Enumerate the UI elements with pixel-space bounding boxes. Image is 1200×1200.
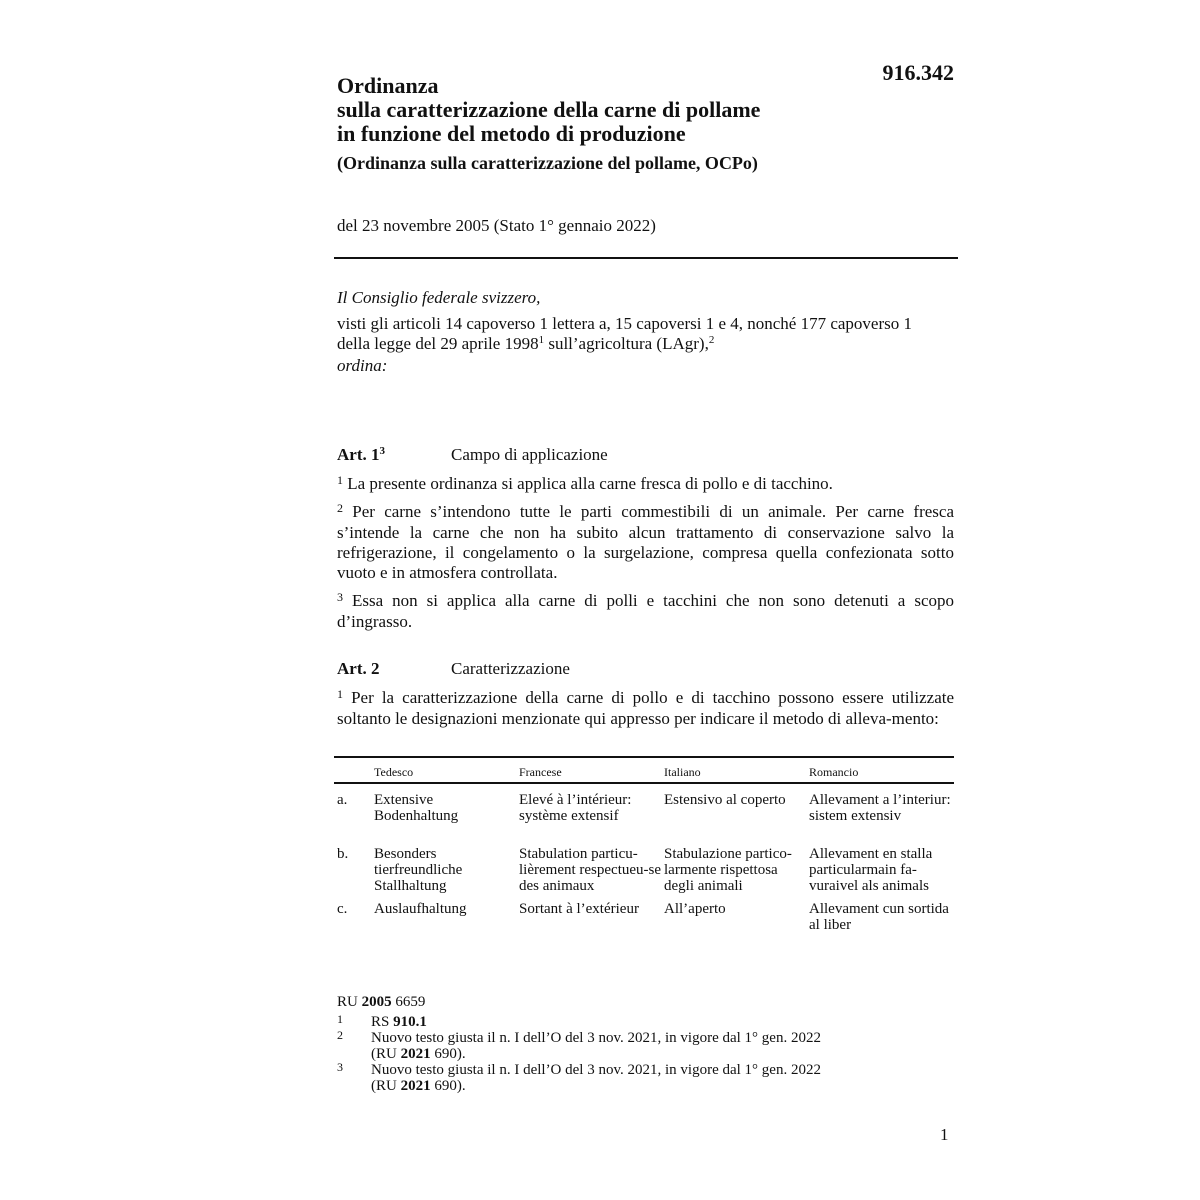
preamble-line-2b: sull’agricoltura (LAgr), (544, 334, 709, 353)
cell-romancio: Allevament en stalla particularmain fa-vuraivel als animals (809, 846, 933, 894)
footnote-bold: 2021 (400, 1046, 431, 1062)
ru-page: 6659 (391, 994, 426, 1010)
footnote-text: 690). (430, 1078, 466, 1094)
footnote-ref-3[interactable]: 3 (379, 445, 385, 457)
cell-francese: Sortant à l’extérieur (519, 901, 639, 917)
date-line: del 23 novembre 2005 (Stato 1° gennaio 2022) (337, 216, 656, 235)
cell-italiano: Stabulazione partico-larmente rispettosa degli animali (664, 846, 792, 894)
ru-year: 2005 (361, 994, 392, 1010)
preamble-line-2 (337, 334, 957, 356)
designations-table (334, 756, 954, 935)
footnote-bold: 910.1 (393, 1014, 427, 1030)
header-tedesco: Tedesco (374, 765, 414, 779)
paragraph-number: 1 (337, 473, 343, 487)
paragraph-text: Essa non si applica alla carne di polli e tacchini che non sono detenuti a scopo d’ingrasso. (337, 591, 954, 631)
cell-italiano: Estensivo al coperto (664, 792, 786, 808)
cell-italiano: All’aperto (664, 901, 726, 917)
table-row (334, 901, 954, 935)
article-1-number-text: Art. 1 (337, 445, 380, 464)
cell-romancio: Allevament a l’interiur: sistem extensiv (809, 792, 951, 824)
footnote-number: 2 (337, 1028, 343, 1042)
preamble (337, 288, 957, 376)
footnote-text: (RU (371, 1078, 401, 1094)
cell-francese: Elevé à l’intérieur: système extensif (519, 792, 632, 824)
article-1-paragraph-2 (337, 502, 954, 583)
preamble-line-1: visti gli articoli 14 capoverso 1 lettera a, 15 capoversi 1 e 4, nonché 177 capoverso 1 (337, 314, 912, 333)
subtitle: (Ordinanza sulla caratterizzazione del pollame, OCPo) (337, 153, 758, 173)
article-1-heading (337, 445, 608, 465)
document-number: 916.342 (882, 60, 954, 85)
footnote-number: 1 (337, 1012, 343, 1026)
paragraph-number: 3 (337, 590, 343, 604)
preamble-authority: Il Consiglio federale svizzero, (337, 288, 541, 307)
article-1-paragraph-3 (337, 591, 954, 632)
paragraph-number: 2 (337, 501, 343, 515)
header-romancio: Romancio (809, 765, 859, 779)
ru-prefix: RU (337, 994, 362, 1010)
cell-tedesco: Auslaufhaltung (374, 901, 467, 917)
article-2-number: Art. 2 (337, 659, 380, 678)
table-header (334, 758, 954, 784)
title-block (337, 74, 857, 174)
cell-tedesco: Extensive Bodenhaltung (374, 792, 459, 824)
row-label: a. (337, 792, 348, 808)
page-number: 1 (940, 1125, 949, 1144)
title-line-1: Ordinanza (337, 73, 439, 98)
cell-romancio: Allevament cun sortida al liber (809, 901, 949, 933)
header-divider (334, 257, 958, 259)
footnote-ref-2[interactable]: 2 (708, 334, 715, 346)
footnote-text: (RU (371, 1046, 401, 1062)
footnote-1 (337, 1014, 867, 1030)
title-line-2: sulla caratterizzazione della carne di pollame (337, 97, 761, 122)
article-2-paragraph-1 (337, 688, 954, 729)
preamble-ordina: ordina: (337, 356, 388, 375)
article-2-title: Caratterizzazione (451, 659, 570, 678)
footnote-text: RS (371, 1014, 394, 1030)
header-italiano: Italiano (664, 765, 701, 779)
footnote-text: Nuovo testo giusta il n. I dell’O del 3 nov. 2021, in vigore dal 1° gen. 2022 (371, 1030, 821, 1046)
footnote-3 (337, 1062, 867, 1094)
table-row (334, 846, 954, 901)
row-label: c. (337, 901, 348, 917)
footnote-text: 690). (430, 1046, 466, 1062)
article-1-paragraph-1 (337, 474, 954, 495)
paragraph-text: La presente ordinanza si applica alla carne fresca di pollo e di tacchino. (347, 474, 833, 493)
footnote-2 (337, 1030, 867, 1062)
paragraph-text: Per carne s’intendono tutte le parti commestibili di un animale. Per carne fresca s’intende la carne che non ha subito alcun trattamento di conservazione salvo la refrigerazione, il congelamento o la surgelazione, compresa quella confezionata sotto vuoto e in atmosfera controllata. (337, 502, 954, 582)
cell-francese: Stabulation particu-lièrement respectueu-se des animaux (519, 846, 662, 894)
row-label: b. (337, 846, 349, 862)
preamble-line-2a: della legge del 29 aprile 1998 (337, 334, 539, 353)
article-2-heading (337, 659, 570, 679)
article-1-title: Campo di applicazione (451, 445, 608, 464)
footnote-ref-1[interactable]: 1 (538, 334, 545, 346)
table-row (334, 792, 954, 846)
footnotes (337, 994, 867, 1094)
ru-reference (337, 994, 867, 1010)
article-1-number (337, 445, 451, 465)
footnote-line-2 (371, 1078, 867, 1094)
footnote-text: Nuovo testo giusta il n. I dell’O del 3 nov. 2021, in vigore dal 1° gen. 2022 (371, 1062, 821, 1078)
paragraph-text: Per la caratterizzazione della carne di pollo e di tacchino possono essere utilizzate soltanto le designazioni menzionate qui appresso per indicare il metodo di alleva-mento: (337, 688, 955, 728)
cell-tedesco: Besonders tierfreundliche Stallhaltung (374, 846, 463, 894)
header-francese: Francese (519, 765, 562, 779)
paragraph-number: 1 (337, 687, 343, 701)
footnote-line-2 (371, 1046, 867, 1062)
footnote-bold: 2021 (400, 1078, 431, 1094)
title-line-3: in funzione del metodo di produzione (337, 121, 686, 146)
footnote-number: 3 (337, 1060, 343, 1074)
